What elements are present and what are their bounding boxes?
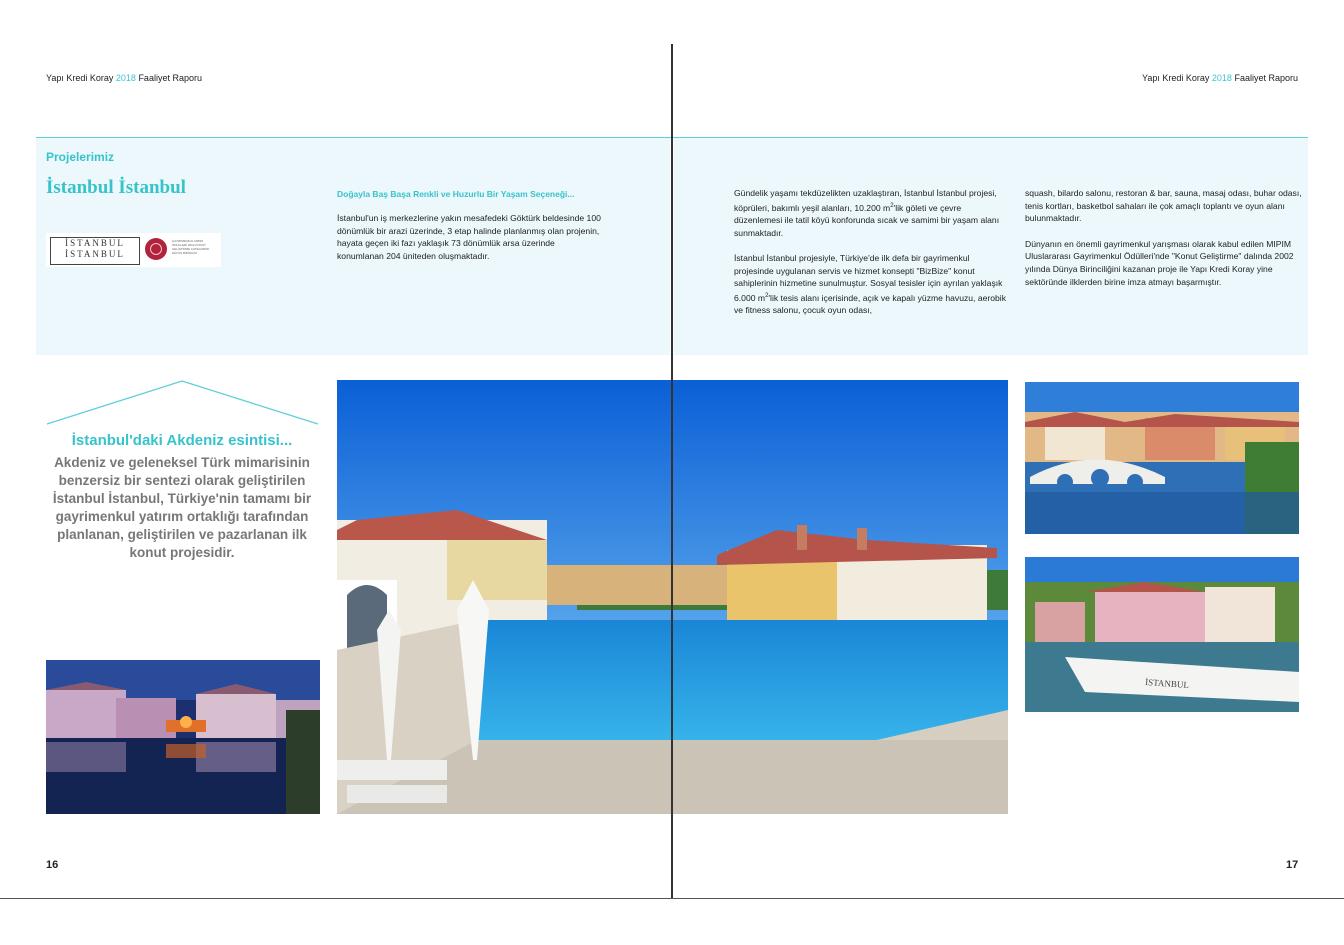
night-scene-graphic <box>46 660 320 814</box>
superscript: 2 <box>890 202 894 209</box>
tagline-body: Akdeniz ve geleneksel Türk mimarisinin benzersiz bir sentezi olarak geliştirilen İstanbul İstanbul, Türkiye'nin tamamı bir gayrimenkul yatırım ortaklığı tarafından planlanan, geliştirilen ve pazarlanan ilk konut projesidir. <box>52 455 312 560</box>
header-prefix: Yapı Kredi Koray <box>46 73 114 83</box>
page-number-right: 17 <box>1286 859 1299 871</box>
bridge-scene-graphic <box>1025 382 1299 534</box>
award-seal-icon <box>145 238 167 260</box>
project-title: İstanbul İstanbul <box>46 177 186 198</box>
award-text: GAYRİMENKUL MİPİM ÖDÜLLERİ 2002 KONUT GELİŞTİRME KATEGORİSİ DÜNYA BİRİNCİSİ <box>172 239 210 255</box>
section-label: Projelerimiz <box>46 150 115 164</box>
text: 'lik göleti ve çevre düzenlemesi ile tatil köyü konforunda sıcak ve samimi bir yaşam alanı sunmaktadır. <box>734 202 1000 238</box>
logo-wordmark-bottom: İSTANBUL <box>65 249 125 259</box>
superscript: 2 <box>765 293 769 300</box>
running-header-right <box>1142 73 1298 83</box>
paragraph <box>734 252 1010 317</box>
text: İstanbul İstanbul projesiyle, Türkiye'de ilk defa bir gayrimenkul projesinde uygulanan servis ve hizmet konsepti "BizBize" konut sahiplerinin hizmetine sunulmuştur. Sosyal tesisler için ayrılan yaklaşık 6.000 m <box>734 253 1003 303</box>
header-suffix: Faaliyet Raporu <box>1234 73 1298 83</box>
bottom-divider <box>0 898 1344 899</box>
logo-wordmark <box>50 237 140 265</box>
photo-night-lake <box>46 660 320 814</box>
roof-outline-icon <box>45 378 320 426</box>
page-number-left: 16 <box>46 859 59 871</box>
boat-scene-graphic <box>1025 557 1299 712</box>
boat-label: İSTANBUL <box>1144 677 1190 691</box>
paragraph: Dünyanın en önemli gayrimenkul yarışması olarak kabul edilen MIPIM Uluslararası Gayrimenkul Ödülleri'nde "Konut Geliştirme" dalında 2002 yılında Dünya Birinciliğini kazanan proje ile Yapı Kredi Koray yine sektöründe ilklerden birine imza atmayı başarmıştır. <box>1025 238 1294 287</box>
body-column-2 <box>734 187 1010 317</box>
project-logo <box>46 233 221 267</box>
header-suffix: Faaliyet Raporu <box>138 73 202 83</box>
paragraph <box>734 187 1010 239</box>
logo-wordmark-top: İSTANBUL <box>65 238 125 248</box>
photo-bridge-lake <box>1025 382 1299 534</box>
text: 'lik tesis alanı içerisinde, açık ve kapalı yüzme havuzu, aerobik ve fitness salonu, çocuk oyun odası, <box>734 292 1007 316</box>
tagline-title: İstanbul'daki Akdeniz esintisi... <box>71 432 293 449</box>
running-header-left <box>46 73 202 83</box>
paragraph: squash, bilardo salonu, restoran & bar, sauna, masaj odası, buhar odası, tenis kortları, basketbol sahaları ile çok amaçlı toplantı ve oyun alanı bulunmaktadır. <box>1025 188 1302 224</box>
header-year: 2018 <box>115 73 136 83</box>
photo-boat-lake <box>1025 557 1299 712</box>
subheading: Doğayla Baş Başa Renkli ve Huzurlu Bir Yaşam Seçeneği... <box>337 189 575 199</box>
header-prefix: Yapı Kredi Koray <box>1142 73 1210 83</box>
book-spine <box>671 44 673 899</box>
header-year: 2018 <box>1211 73 1232 83</box>
text: Gündelik yaşamı tekdüzelikten uzaklaştıran, İstanbul İstanbul projesi, köprüleri, bakımlı yeşil alanları, 10.200 m <box>734 188 997 213</box>
body-column-3 <box>1025 187 1305 288</box>
intro-paragraph: İstanbul'un iş merkezlerine yakın mesafedeki Göktürk beldesinde 100 dönümlük bir arazi üzerinde, 3 etap halinde planlanmış olan projenin, hayata geçen iki fazı yaklaşık 73 dönümlük arsa üzerinde konumlanan 204 üniteden oluşmaktadır. <box>337 213 601 261</box>
